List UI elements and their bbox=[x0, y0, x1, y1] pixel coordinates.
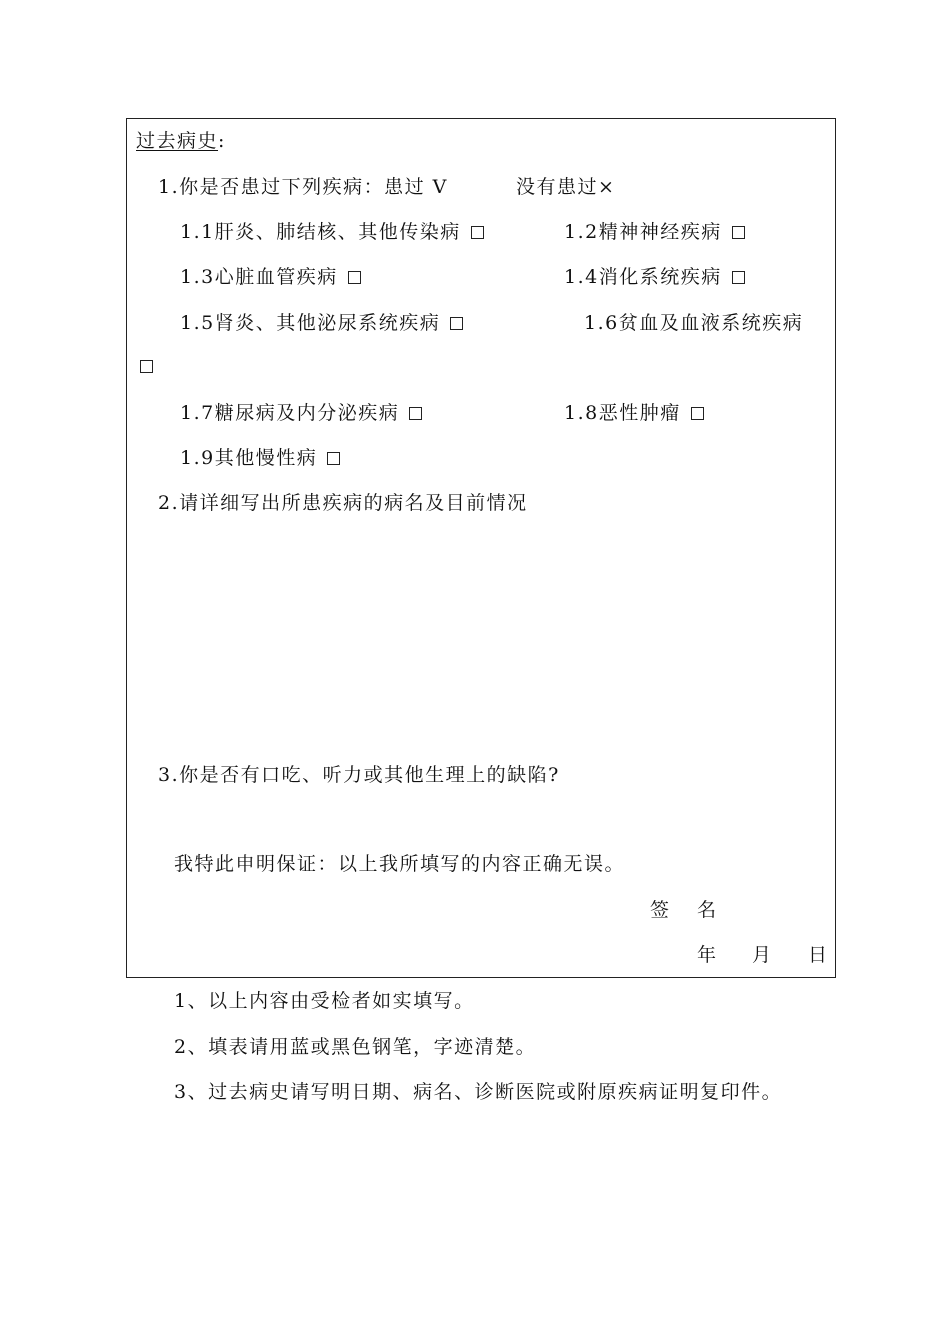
disease-item-1-5[interactable] bbox=[180, 311, 463, 335]
question-3-prompt: 3.你是否有口吃、听力或其他生理上的缺陷? bbox=[158, 764, 560, 786]
disease-label: 1.6贫血及血液系统疾病 bbox=[584, 312, 804, 334]
disease-label: 1.4消化系统疾病 bbox=[564, 266, 722, 288]
signature-label-1: 签 bbox=[650, 899, 671, 921]
disease-item-1-9[interactable] bbox=[180, 446, 340, 470]
disease-label: 1.9其他慢性病 bbox=[180, 447, 318, 469]
date-day-label: 日 bbox=[808, 944, 829, 966]
disease-label: 1.3心脏血管疾病 bbox=[180, 266, 338, 288]
section-title-colon: : bbox=[218, 130, 226, 152]
question-1-prompt: 1.你是否患过下列疾病：患过 V bbox=[158, 176, 448, 198]
date-month-label: 月 bbox=[752, 944, 773, 966]
question-2-answer-area[interactable] bbox=[150, 520, 810, 750]
note-1: 1、以上内容由受检者如实填写。 bbox=[174, 990, 475, 1012]
disease-label: 1.8恶性肿瘤 bbox=[564, 402, 681, 424]
disease-label: 1.7糖尿病及内分泌疾病 bbox=[180, 402, 400, 424]
section-title-text: 过去病史 bbox=[136, 130, 219, 152]
checkbox[interactable] bbox=[450, 317, 463, 330]
section-title bbox=[136, 129, 226, 153]
disease-item-1-2[interactable] bbox=[564, 220, 745, 244]
question-1-no-prompt: 没有患过× bbox=[516, 176, 616, 198]
checkbox[interactable] bbox=[732, 271, 745, 284]
signature-label-2: 名 bbox=[697, 899, 718, 921]
checkbox[interactable] bbox=[327, 452, 340, 465]
disease-label: 1.2精神神经疾病 bbox=[564, 221, 722, 243]
question-3-answer-area[interactable] bbox=[150, 792, 810, 842]
disease-label: 1.1肝炎、肺结核、其他传染病 bbox=[180, 221, 461, 243]
disease-item-1-1[interactable] bbox=[180, 220, 484, 244]
checkbox[interactable] bbox=[409, 407, 422, 420]
disease-item-1-7[interactable] bbox=[180, 401, 422, 425]
checkbox[interactable] bbox=[348, 271, 361, 284]
signature-field[interactable] bbox=[725, 896, 825, 924]
disease-item-1-8[interactable] bbox=[564, 401, 704, 425]
note-3: 3、过去病史请写明日期、病名、诊断医院或附原疾病证明复印件。 bbox=[174, 1081, 783, 1103]
disease-label: 1.5肾炎、其他泌尿系统疾病 bbox=[180, 312, 441, 334]
checkbox-1-6[interactable] bbox=[140, 360, 153, 373]
checkbox[interactable] bbox=[691, 407, 704, 420]
checkbox[interactable] bbox=[732, 226, 745, 239]
note-2: 2、填表请用蓝或黑色钢笔，字迹清楚。 bbox=[174, 1036, 537, 1058]
disease-item-1-3[interactable] bbox=[180, 265, 361, 289]
disease-item-1-6 bbox=[584, 311, 803, 335]
date-year-label: 年 bbox=[697, 944, 718, 966]
disease-item-1-4[interactable] bbox=[564, 265, 745, 289]
declaration-text: 我特此申明保证：以上我所填写的内容正确无误。 bbox=[174, 853, 626, 875]
question-2-prompt: 2.请详细写出所患疾病的病名及目前情况 bbox=[158, 492, 528, 514]
checkbox[interactable] bbox=[471, 226, 484, 239]
